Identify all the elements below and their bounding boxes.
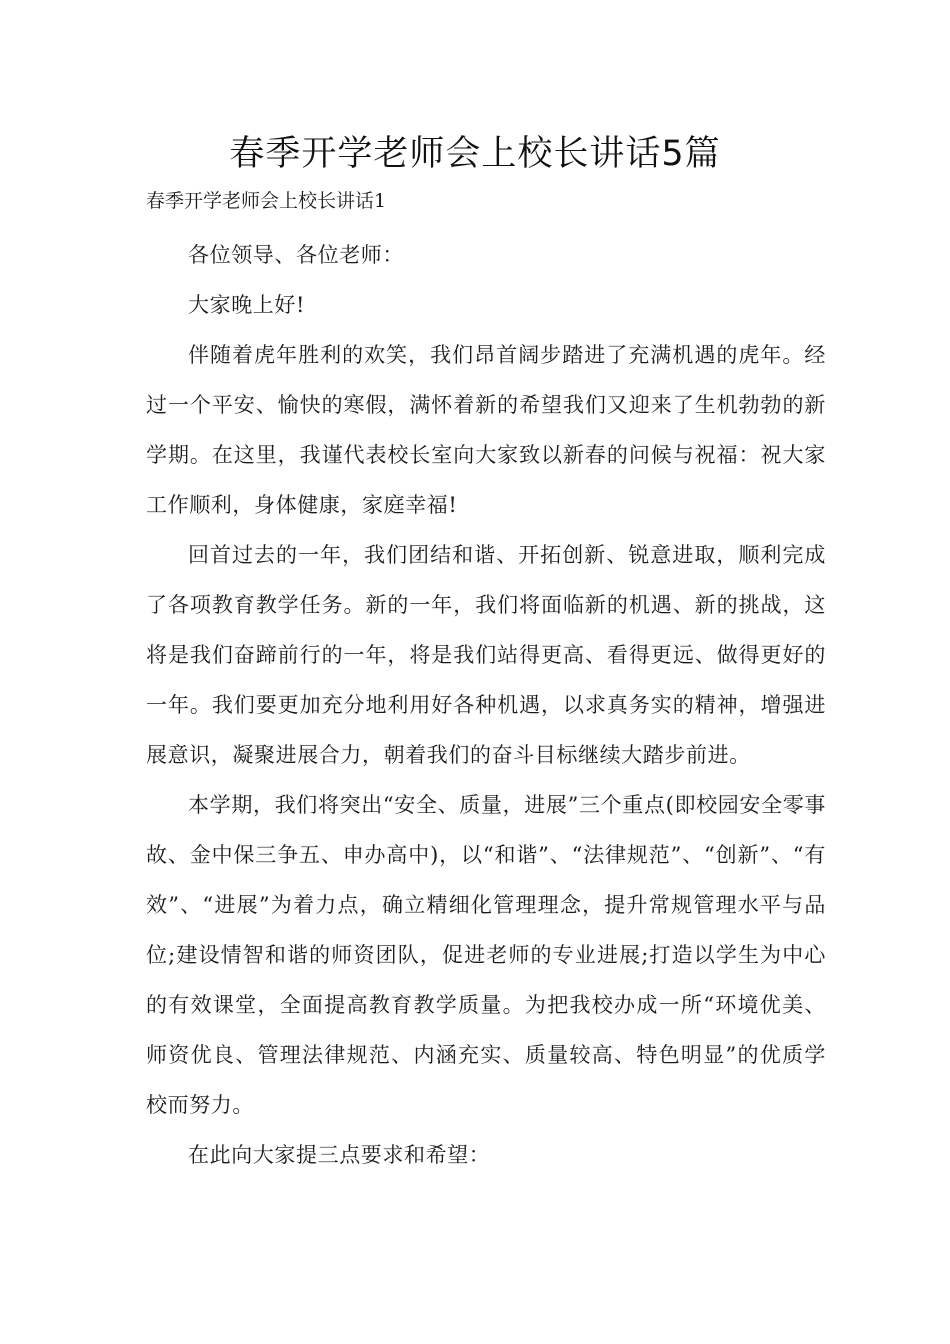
paragraph-salutation: 各位领导、各位老师： [188, 243, 404, 267]
paragraph-greeting: 大家晚上好! [188, 293, 306, 317]
paragraph-review: 回首过去的一年，我们团结和谐、开拓创新、锐意进取，顺利完成了各项教育教学任务。新的一年，我们将面临新的机遇、新的挑战，这将是我们奋蹄前行的一年，将是我们站得更高、看得更远、做得更好的一年。我们要更加充分地利用好各种机遇，以求真务实的精神，增强进展意识，凝聚进展合力，朝着我们的奋斗目标继续大踏步前进。 [146, 543, 826, 767]
paragraph-opening: 伴随着虎年胜利的欢笑，我们昂首阔步踏进了充满机遇的虎年。经过一个平安、愉快的寒假，满怀着新的希望我们又迎来了生机勃勃的新学期。在这里，我谨代表校长室向大家致以新春的问候与祝福：祝大家工作顺利，身体健康，家庭幸福! [146, 343, 826, 517]
paragraph-semester-plan: 本学期，我们将突出“安全、质量，进展”三个重点(即校园安全零事故、金中保三争五、申办高中)，以“和谐”、“法律规范”、“创新”、“有效”、“进展”为着力点，确立精细化管理理念，提升常规管理水平与品位;建设情智和谐的师资团队，促进老师的专业进展;打造以学生为中心的有效课堂，全面提高教育教学质量。为把我校办成一所“环境优美、师资优良、管理法律规范、内涵充实、质量较高、特色明显”的优质学校而努力。 [146, 793, 826, 1117]
document-body [146, 180, 826, 1180]
section-heading: 春季开学老师会上校长讲话1 [146, 190, 387, 212]
spacer [146, 222, 826, 230]
document-title: 春季开学老师会上校长讲话5篇 [229, 134, 721, 174]
paragraph-requirements-intro: 在此向大家提三点要求和希望： [188, 1143, 491, 1167]
